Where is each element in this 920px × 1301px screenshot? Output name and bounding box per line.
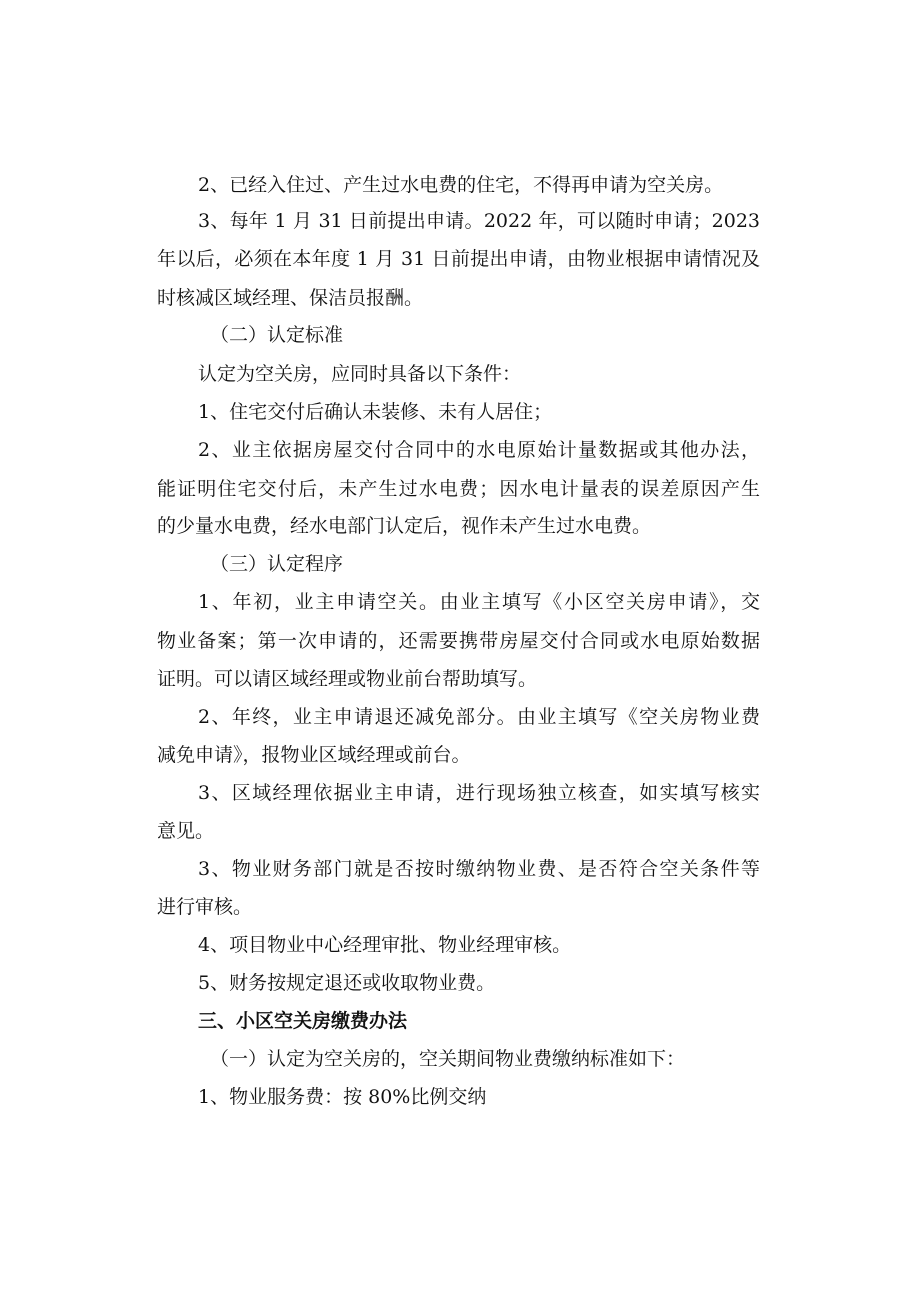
section-heading-procedure: （三）认定程序 bbox=[210, 553, 344, 575]
section-heading-payment: 三、小区空关房缴费办法 bbox=[198, 1010, 408, 1032]
section-heading-criteria: （二）认定标准 bbox=[210, 324, 344, 346]
paragraph-line: 年以后，必须在本年度 1 月 31 日前提出申请，由物业根据申请情况及 bbox=[157, 248, 760, 270]
paragraph-line: 3、每年 1 月 31 日前提出申请。2022 年，可以随时申请；2023 bbox=[198, 210, 760, 232]
paragraph-line: 2、业主依据房屋交付合同中的水电原始计量数据或其他办法， bbox=[198, 439, 760, 461]
paragraph-line: 1、年初，业主申请空关。由业主填写《小区空关房申请》，交 bbox=[198, 591, 760, 613]
paragraph-line: 1、物业服务费：按 80%比例交纳 bbox=[198, 1086, 487, 1108]
paragraph-line: 的少量水电费，经水电部门认定后，视作未产生过水电费。 bbox=[157, 515, 652, 537]
paragraph-line: 1、住宅交付后确认未装修、未有人居住； bbox=[198, 401, 553, 423]
paragraph-line: 意见。 bbox=[157, 820, 215, 842]
paragraph-line: 5、财务按规定退还或收取物业费。 bbox=[198, 972, 496, 994]
paragraph-line: 4、项目物业中心经理审批、物业经理审核。 bbox=[198, 934, 572, 956]
paragraph-line: 2、已经入住过、产生过水电费的住宅，不得再申请为空关房。 bbox=[198, 174, 724, 196]
paragraph-line: 进行审核。 bbox=[157, 896, 253, 918]
paragraph-line: 减免申请》，报物业区域经理或前台。 bbox=[157, 744, 471, 766]
paragraph-line: 能证明住宅交付后，未产生过水电费；因水电计量表的误差原因产生 bbox=[157, 478, 760, 500]
paragraph-line: 时核减区域经理、保洁员报酬。 bbox=[157, 287, 424, 309]
paragraph-line: 证明。可以请区域经理或物业前台帮助填写。 bbox=[157, 668, 538, 690]
paragraph-line: 3、物业财务部门就是否按时缴纳物业费、是否符合空关条件等 bbox=[198, 858, 760, 880]
paragraph-line: 2、年终，业主申请退还减免部分。由业主填写《空关房物业费 bbox=[198, 706, 760, 728]
paragraph-line: 物业备案；第一次申请的，还需要携带房屋交付合同或水电原始数据 bbox=[157, 630, 760, 652]
paragraph-line: 3、区域经理依据业主申请，进行现场独立核查，如实填写核实 bbox=[198, 782, 760, 804]
paragraph-line: 认定为空关房，应同时具备以下条件： bbox=[198, 363, 522, 385]
paragraph-line: （一）认定为空关房的，空关期间物业费缴纳标准如下： bbox=[210, 1048, 686, 1070]
